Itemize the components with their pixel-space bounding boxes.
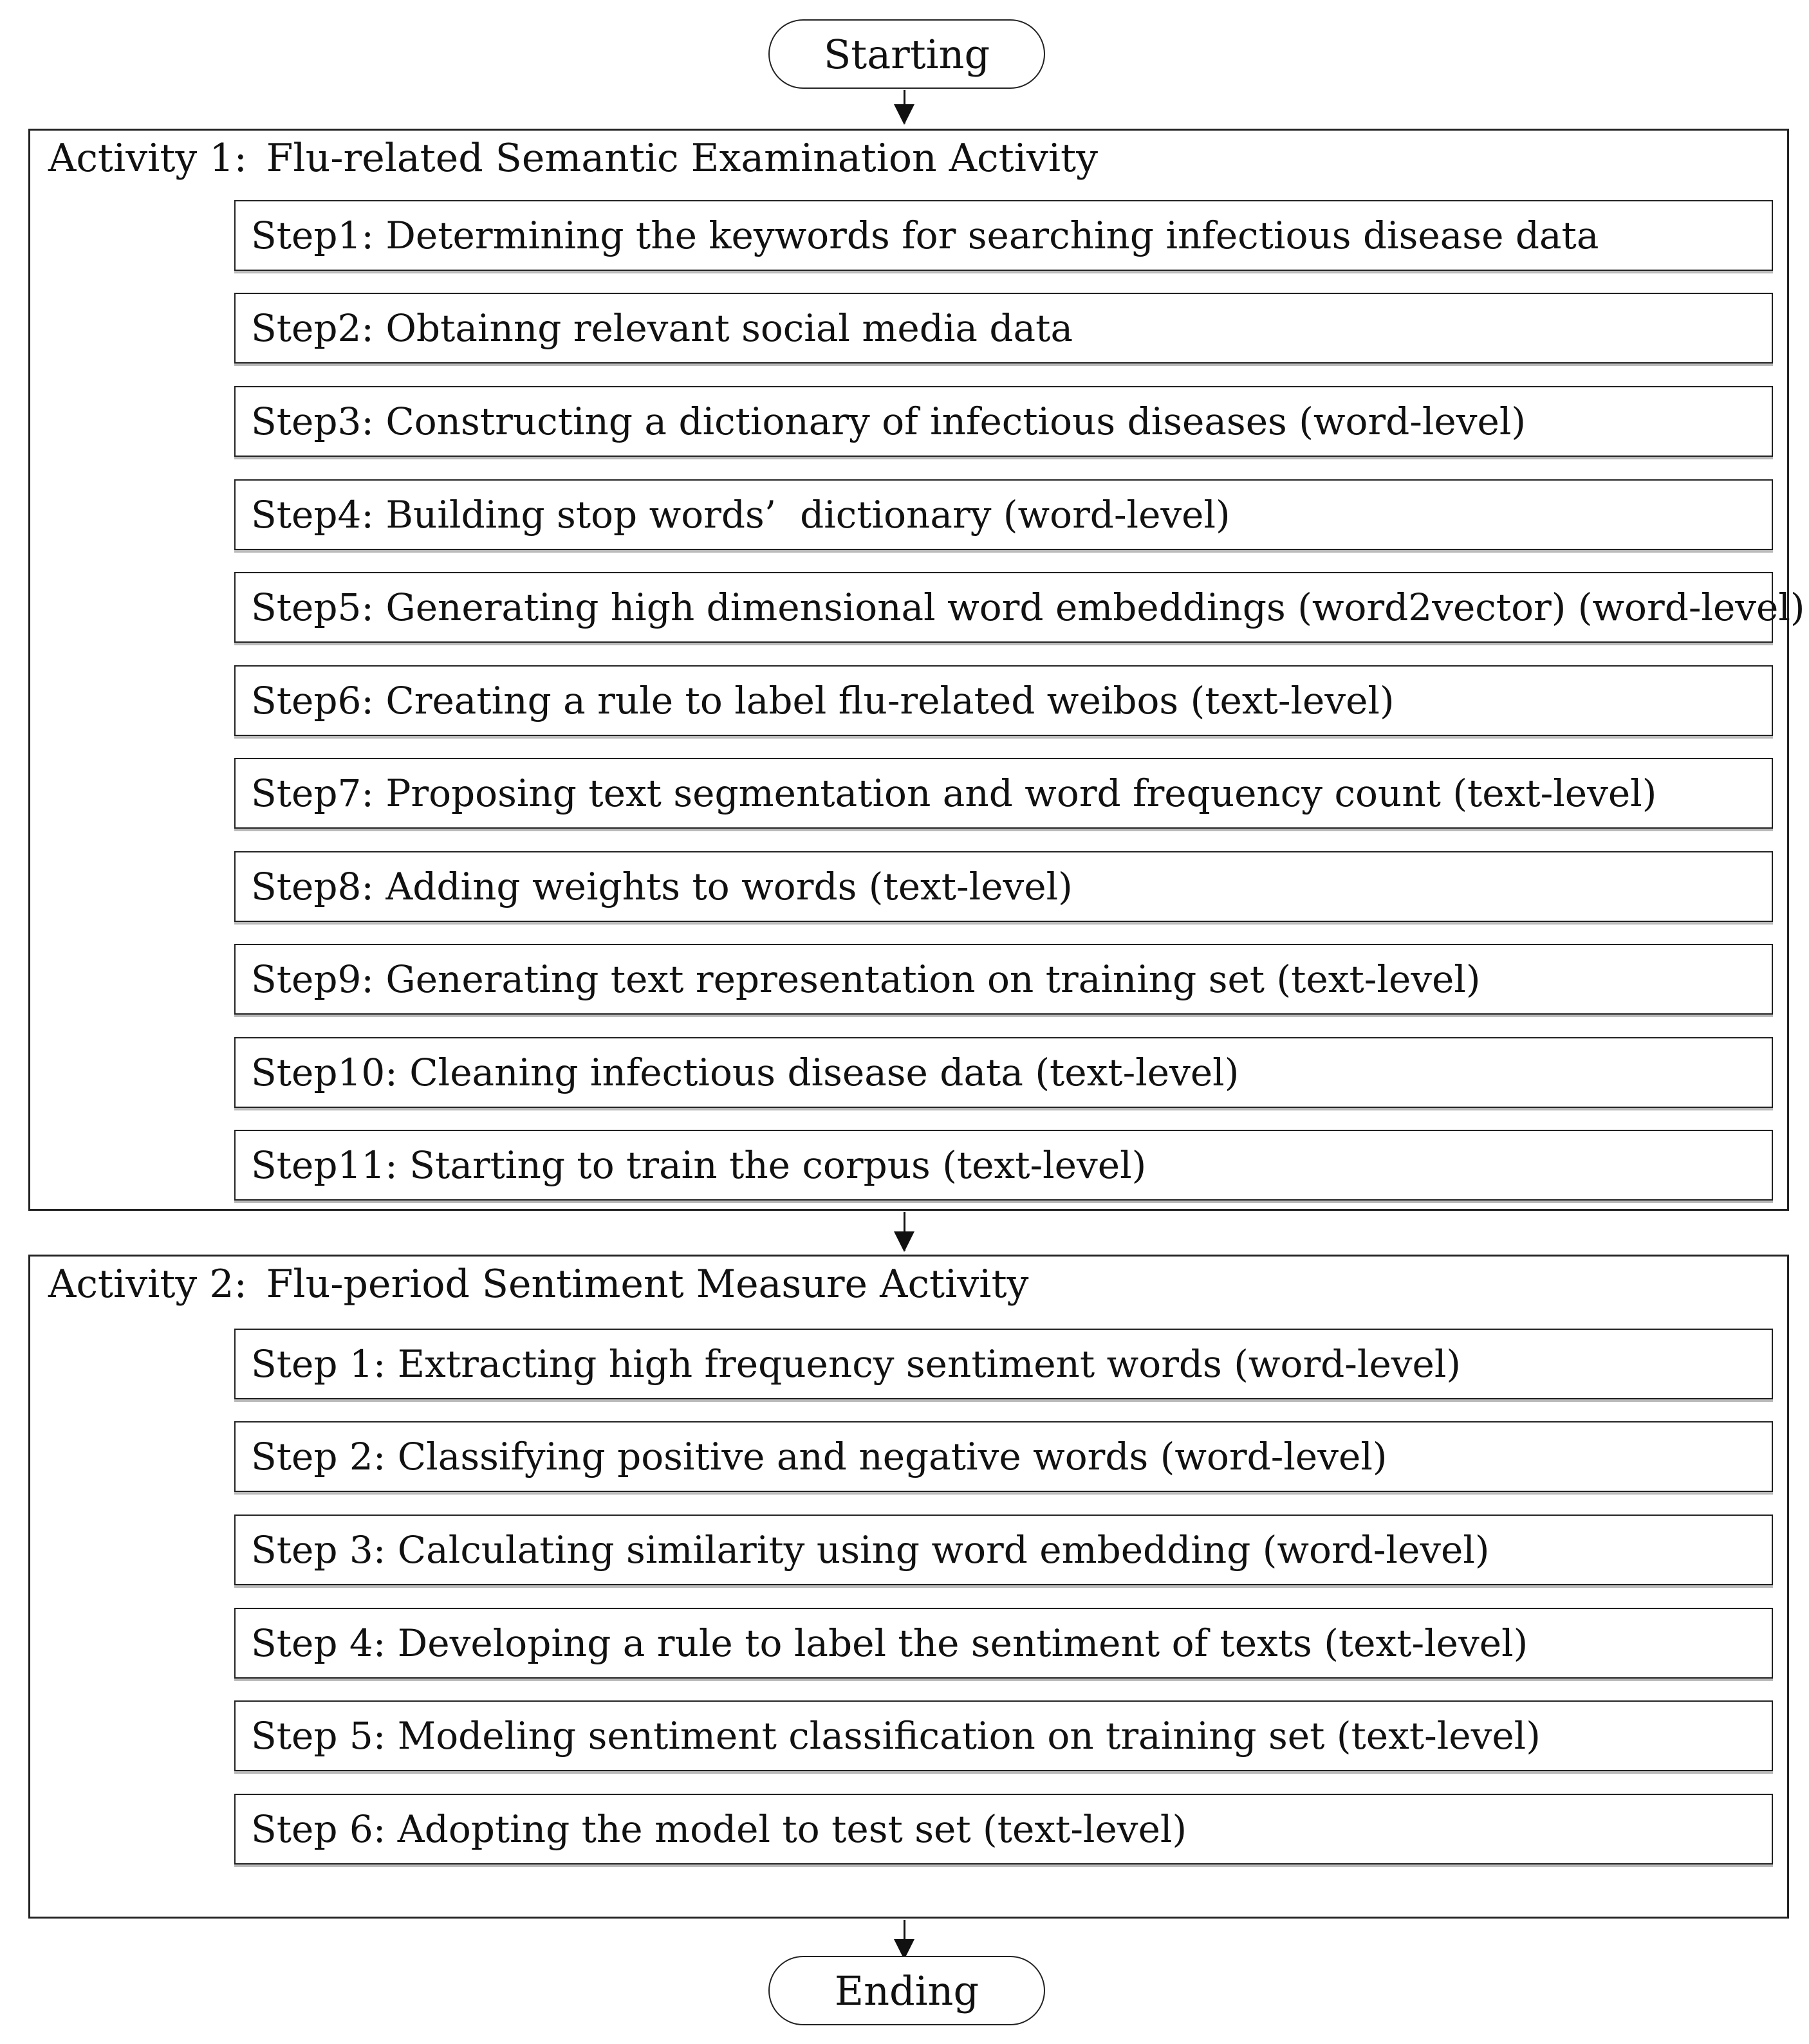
end-label: Ending (834, 1967, 979, 2014)
activity-1-name: Flu-related Semantic Examination Activity (266, 136, 1099, 181)
end-node (768, 1956, 1045, 2025)
activity-2-step-4: Step 4: Developing a rule to label the sentiment of texts (text-level) (234, 1608, 1773, 1679)
activity-1-step-10: Step10: Cleaning infectious disease data (text-level) (234, 1037, 1773, 1108)
arrow-activity1-to-activity2 (904, 1212, 905, 1251)
activity-2-step-6: Step 6: Adopting the model to test set (text-level) (234, 1794, 1773, 1864)
activity-1-title (48, 136, 1098, 181)
arrow-activity2-to-end (904, 1920, 905, 1958)
arrow-start-to-activity1 (904, 90, 905, 124)
activity-2-step-1: Step 1: Extracting high frequency sentiment words (word-level) (234, 1329, 1773, 1399)
activity-1-step-8: Step8: Adding weights to words (text-level) (234, 851, 1773, 922)
activity-1-step-1: Step1: Determining the keywords for searching infectious disease data (234, 200, 1773, 271)
activity-1-step-9: Step9: Generating text representation on training set (text-level) (234, 944, 1773, 1015)
activity-2-name: Flu-period Sentiment Measure Activity (266, 1262, 1029, 1307)
activity-2-title (48, 1262, 1028, 1307)
activity-1-step-4: Step4: Building stop words’ dictionary (word-level) (234, 479, 1773, 550)
activity-1-step-11: Step11: Starting to train the corpus (text-level) (234, 1130, 1773, 1201)
activity-2-step-5: Step 5: Modeling sentiment classification on training set (text-level) (234, 1700, 1773, 1771)
activity-1-step-2: Step2: Obtainng relevant social media data (234, 293, 1773, 364)
activity-1-step-5: Step5: Generating high dimensional word embeddings (word2vector) (word-level) (234, 572, 1773, 643)
activity-2-step-2: Step 2: Classifying positive and negative words (word-level) (234, 1421, 1773, 1492)
activity-1-box (28, 129, 1805, 1211)
start-node (768, 19, 1045, 89)
activity-2-prefix: Activity 2: (48, 1262, 247, 1307)
start-label: Starting (823, 30, 990, 78)
activity-1-step-6: Step6: Creating a rule to label flu-related weibos (text-level) (234, 665, 1773, 736)
activity-1-step-7: Step7: Proposing text segmentation and word frequency count (text-level) (234, 758, 1773, 829)
activity-2-box (28, 1255, 1789, 1919)
activity-1-step-3: Step3: Constructing a dictionary of infectious diseases (word-level) (234, 386, 1773, 457)
activity-2-step-3: Step 3: Calculating similarity using word embedding (word-level) (234, 1515, 1773, 1585)
activity-1-prefix: Activity 1: (48, 136, 247, 181)
